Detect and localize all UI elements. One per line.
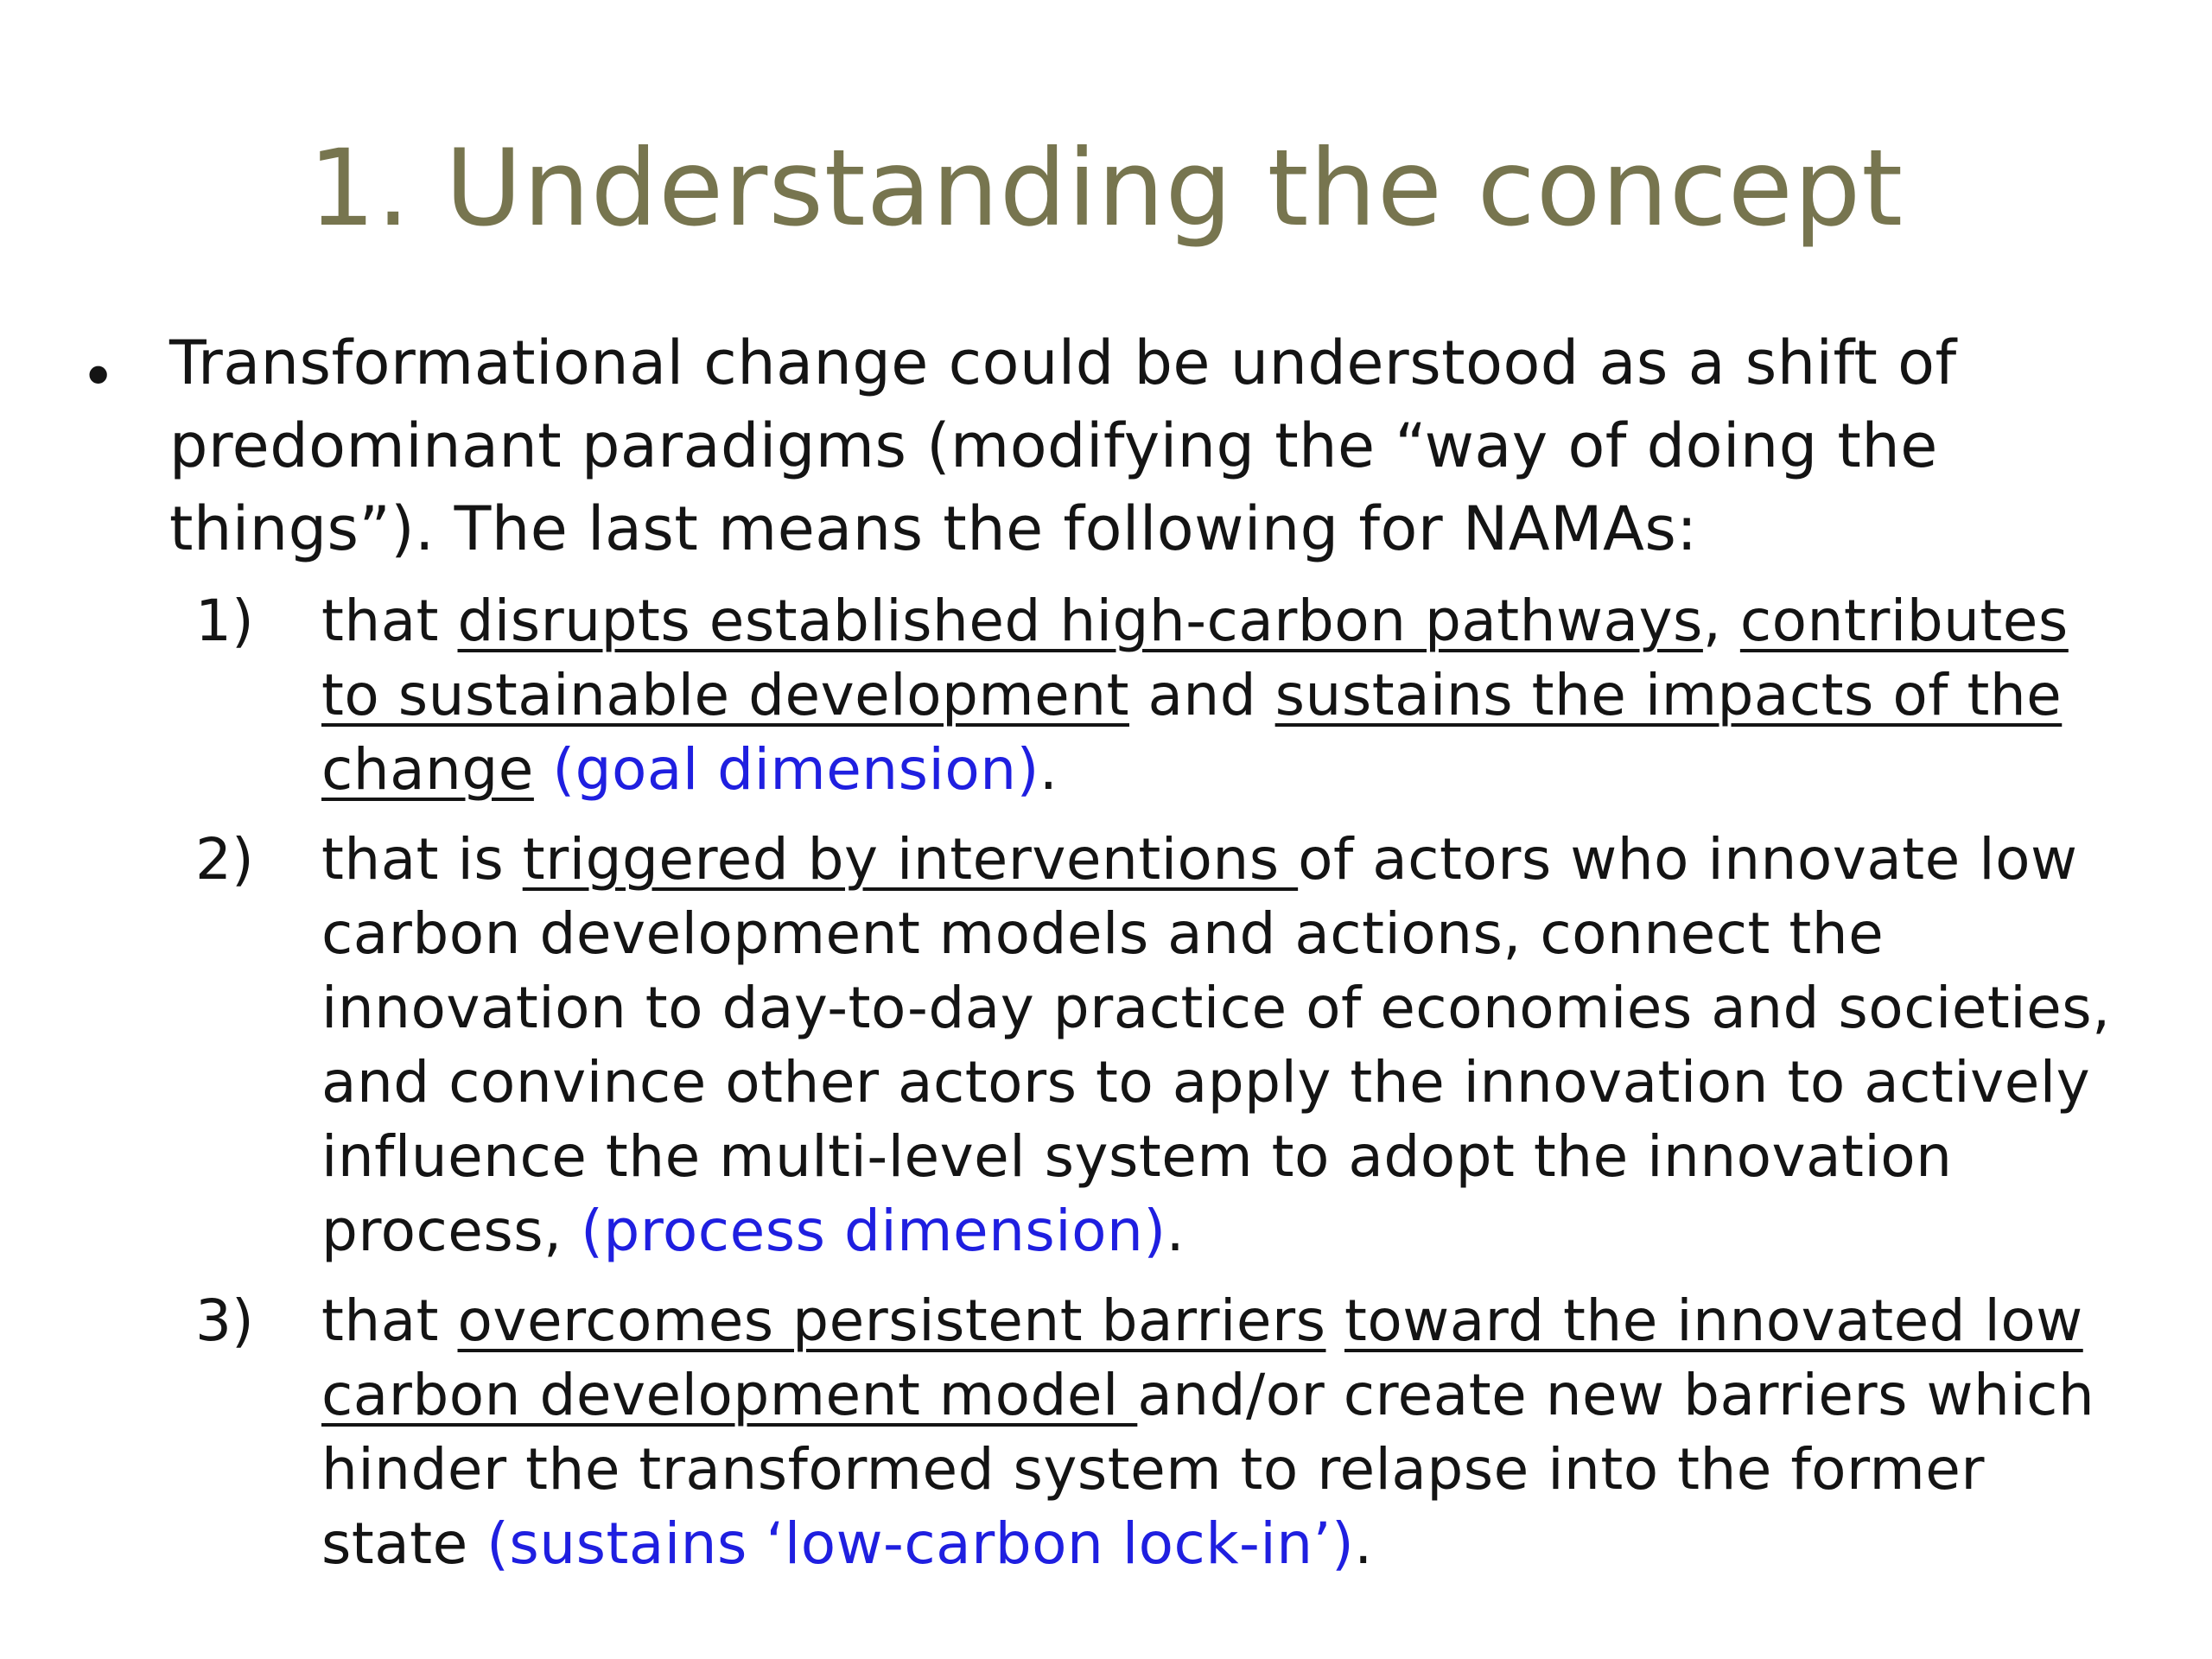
item-text-segment <box>534 736 552 803</box>
dimension-label: (goal dimension) <box>552 736 1039 803</box>
underlined-phrase: triggered by interventions <box>522 826 1299 893</box>
slide-title: 1. Understanding the concept <box>308 127 1904 250</box>
item-text-segment <box>1326 1287 1344 1354</box>
underlined-phrase: contributes to sustainable development <box>321 588 2069 728</box>
item-text-end: . <box>1354 1510 1373 1577</box>
list-item-number: 2) <box>195 826 254 893</box>
item-text-segment: that <box>321 1287 458 1354</box>
item-text-end: . <box>1166 1198 1185 1264</box>
item-text-segment: that <box>321 588 458 654</box>
underlined-phrase: overcomes persistent barriers <box>457 1287 1326 1354</box>
underlined-phrase: sustains the impacts of the change <box>321 662 2063 803</box>
dimension-label: (process dimension) <box>581 1198 1166 1264</box>
list-item-text <box>321 823 2136 1268</box>
list-item-number: 3) <box>195 1287 254 1354</box>
bullet-text: Transformational change could be understood as a shift of predominant paradigms (modifying the “way of doing the things”). The last means the following for NAMAs: <box>169 327 1957 564</box>
list-item-number: 1) <box>195 588 254 654</box>
list-item-text <box>321 584 2136 807</box>
item-text-segment: and/or create new barriers which hinder the transformed system to relapse into the former state <box>321 1362 2095 1577</box>
item-text-segment: , <box>1702 588 1740 654</box>
item-text-segment: that is <box>321 826 523 893</box>
underlined-phrase: disrupts established high-carbon pathways <box>457 588 1703 654</box>
underlined-phrase: toward the innovated low carbon development model <box>321 1287 2083 1428</box>
item-text-end: . <box>1039 736 1058 803</box>
list-item-text <box>321 1284 2136 1581</box>
item-text-segment: of actors who innovate low carbon development models and actions, connect the innovation to day-to-day practice of economies and societies, and convince other actors to apply the innovation to actively influence the multi-level system to adopt the innovation process, <box>321 826 2111 1264</box>
bullet-marker: • <box>80 341 117 412</box>
item-text-segment: and <box>1128 662 1275 728</box>
dimension-label: (sustains ‘low-carbon lock-in’) <box>486 1510 1355 1577</box>
